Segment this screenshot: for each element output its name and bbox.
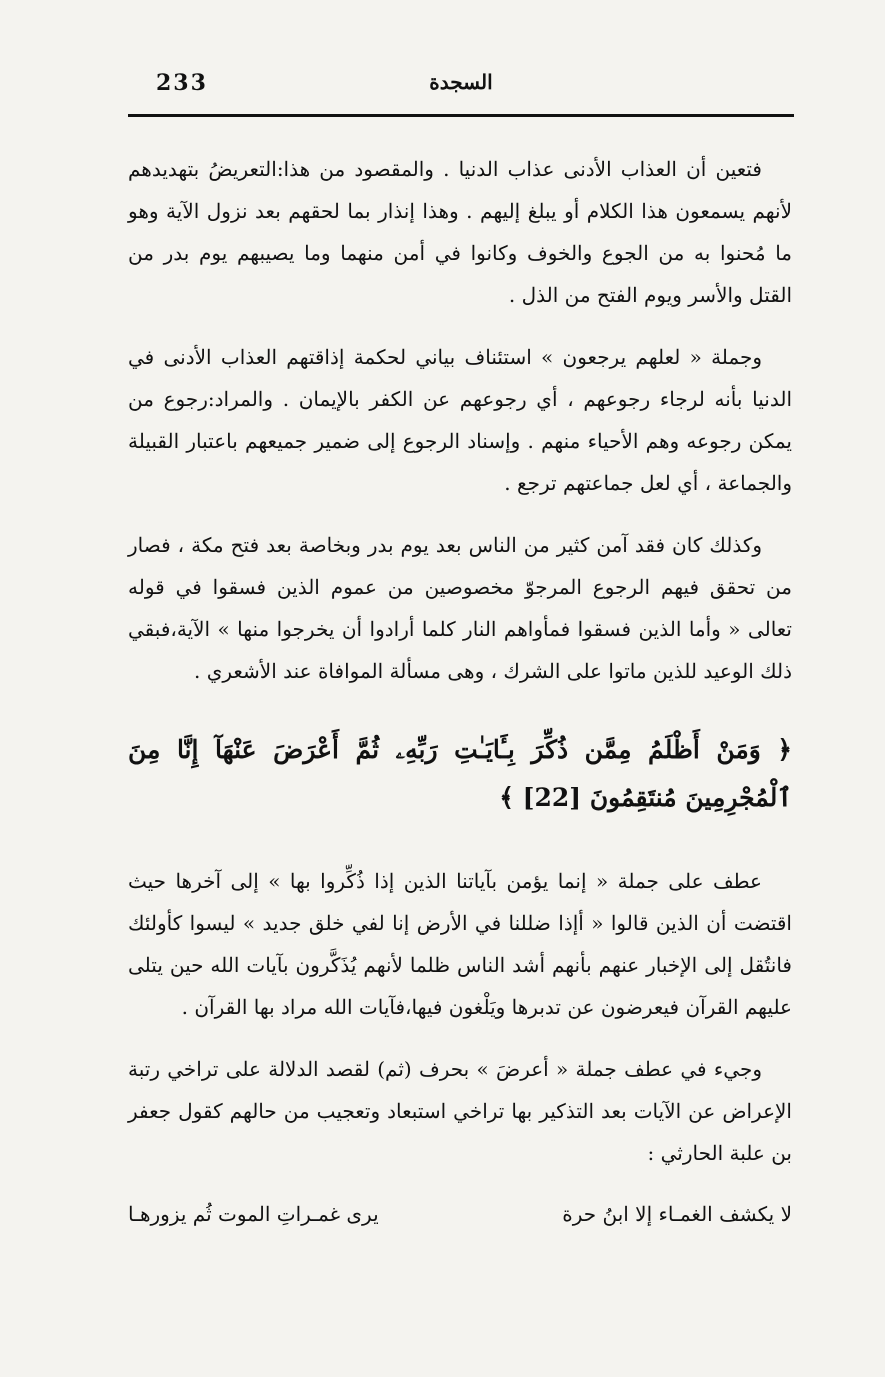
body-text bbox=[128, 148, 792, 1234]
page-number: 233 bbox=[156, 70, 208, 96]
paragraph-4: عطف على جملة « إنما يؤمن بآياتنا الذين إذا ذُكِّروا بها » إلى آخرها حيث اقتضت أن الذين قالوا « أإذا ضللنا في الأرض إنا لفي خلق جديد » ليسوا كأولئك فانتُقل إلى الإخبار عنهم بأنهم أشد الناس ظلما لأنهم يُذَكَّرون بآيات الله حين يتلى عليهم القرآن فيعرضون عن تدبرها ويَلْغون فيها،فآيات الله مراد بها القرآن . bbox=[128, 869, 792, 1019]
poem-first-hemistich: لا يكشف الغمـاء إلا ابنُ حرة bbox=[562, 1202, 792, 1226]
poem-verse bbox=[128, 1194, 792, 1234]
paragraph-1: فتعين أن العذاب الأدنى عذاب الدنيا . والمقصود من هذا:التعريضُ بتهديدهم لأنهم يسمعون هذا الكلام أو يبلغ إليهم . وهذا إنذار بما لحقهم بعد نزول الآية وهو ما مُحنوا به من الجوع والخوف وكانوا في أمن منهما وما يصيبهم يوم بدر من القتل والأسر ويوم الفتح من الذل . bbox=[128, 157, 792, 307]
paragraph-2: وجملة « لعلهم يرجعون » استئناف بياني لحكمة إذاقتهم العذاب الأدنى في الدنيا بأنه لرجاء رجوعهم ، أي رجوعهم عن الكفر بالإيمان . والمراد:رجوع من يمكن رجوعه وهم الأحياء منهم . وإسناد الرجوع إلى ضمير جميعهم باعتبار القبيلة والجماعة ، أي لعل جماعتهم ترجع . bbox=[128, 345, 792, 495]
page-header bbox=[130, 70, 792, 100]
paragraph-5: وجيء في عطف جملة « أعرضَ » بحرف (ثم) لقصد الدلالة على تراخي رتبة الإعراض عن الآيات بعد التذكير بها تراخي استبعاد وتعجيب من حالهم كقول جعفر بن علبة الحارثي : bbox=[128, 1057, 792, 1165]
paragraph-3: وكذلك كان فقد آمن كثير من الناس بعد يوم بدر وبخاصة بعد فتح مكة ، فصار من تحقق فيهم الرجوع المرجوّ مخصوصين من عموم الذين فسقوا في قوله تعالى « وأما الذين فسقوا فمأواهم النار كلما أرادوا أن يخرجوا منها » الآية،فبقي ذلك الوعيد للذين ماتوا على الشرك ، وهى مسألة الموافاة عند الأشعري . bbox=[128, 533, 792, 683]
quran-verse: ﴿ وَمَنْ أَظْلَمُ مِمَّن ذُكِّرَ بِـَٔايَـٰتِ رَبِّهِۦ ثُمَّ أَعْرَضَ عَنْهَآ إِنَّا مِنَ ٱلْمُجْرِمِينَ مُنتَقِمُونَ [22] ﴾ bbox=[128, 735, 792, 812]
running-title: السجدة bbox=[429, 70, 493, 94]
poem-second-hemistich: يرى غمـراتِ الموت ثُم يزورهـا bbox=[128, 1202, 379, 1226]
header-rule bbox=[128, 114, 794, 117]
